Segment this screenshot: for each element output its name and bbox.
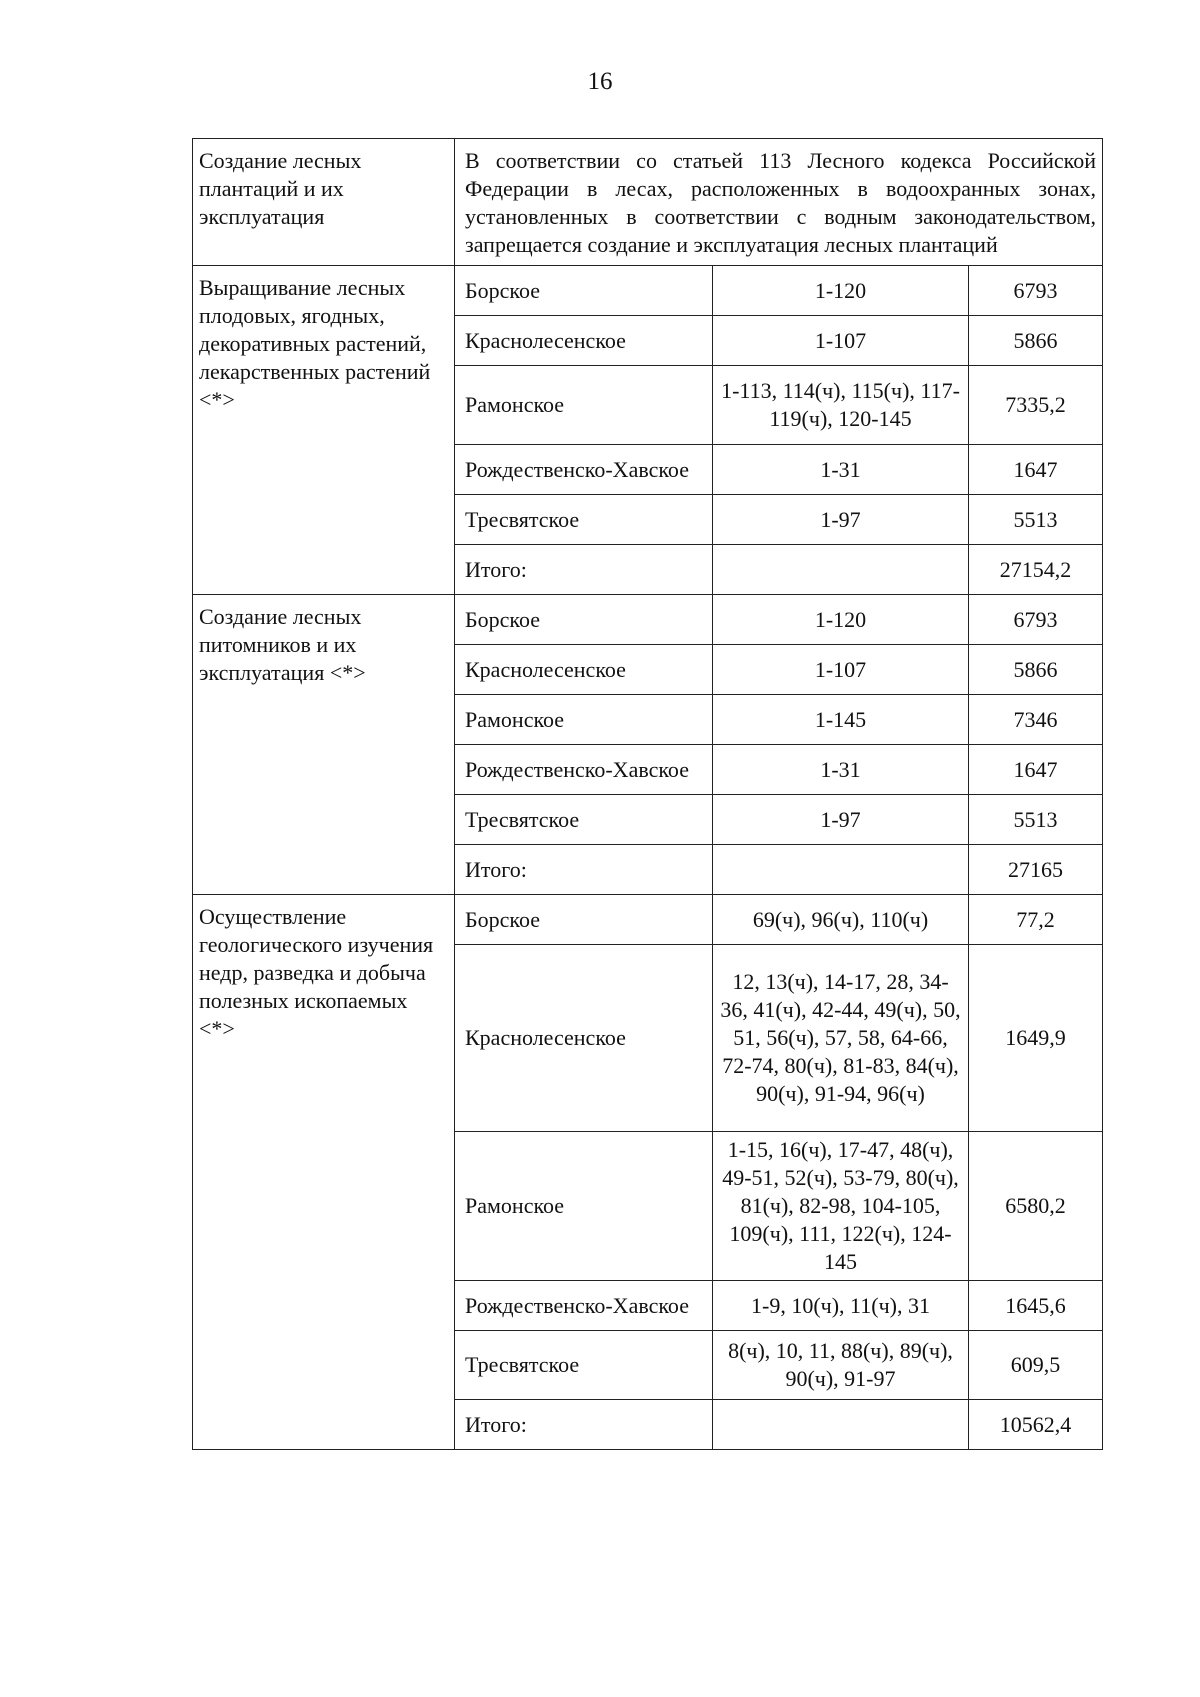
quarter-cell: 1-113, 114(ч), 115(ч), 117-119(ч), 120-145 xyxy=(713,366,969,445)
forestry-cell: Тресвятское xyxy=(455,795,713,845)
forestry-cell: Краснолесенское xyxy=(455,316,713,366)
forestry-cell: Борское xyxy=(455,266,713,316)
quarter-cell xyxy=(713,845,969,895)
area-cell: 7346 xyxy=(969,695,1103,745)
quarter-cell: 1-120 xyxy=(713,595,969,645)
quarter-cell: 12, 13(ч), 14-17, 28, 34-36, 41(ч), 42-44, 49(ч), 50, 51, 56(ч), 57, 58, 64-66, 72-74, 80(ч), 81-83, 84(ч), 90(ч), 91-94, 96(ч) xyxy=(713,945,969,1132)
total-label-cell: Итого: xyxy=(455,845,713,895)
activity-cell: Выращивание лесных плодовых, ягодных, декоративных растений, лекарственных растений <*> xyxy=(193,266,455,595)
table-row xyxy=(193,266,1103,316)
forestry-cell: Краснолесенское xyxy=(455,645,713,695)
total-area-cell: 27165 xyxy=(969,845,1103,895)
area-cell: 1647 xyxy=(969,445,1103,495)
area-cell: 1647 xyxy=(969,745,1103,795)
quarter-cell xyxy=(713,1400,969,1450)
table-row xyxy=(193,595,1103,645)
forest-use-table xyxy=(192,138,1103,1450)
area-cell: 6580,2 xyxy=(969,1132,1103,1281)
forestry-cell: Борское xyxy=(455,595,713,645)
quarter-cell: 69(ч), 96(ч), 110(ч) xyxy=(713,895,969,945)
quarter-cell: 1-31 xyxy=(713,445,969,495)
total-label-cell: Итого: xyxy=(455,545,713,595)
quarter-cell: 1-107 xyxy=(713,645,969,695)
forestry-cell: Рождественско-Хавское xyxy=(455,745,713,795)
forestry-cell: Тресвятское xyxy=(455,495,713,545)
area-cell: 1645,6 xyxy=(969,1281,1103,1331)
quarter-cell: 1-31 xyxy=(713,745,969,795)
quarter-cell: 1-97 xyxy=(713,495,969,545)
area-cell: 77,2 xyxy=(969,895,1103,945)
area-cell: 6793 xyxy=(969,266,1103,316)
forestry-cell: Рождественско-Хавское xyxy=(455,445,713,495)
area-cell: 5513 xyxy=(969,795,1103,845)
area-cell: 1649,9 xyxy=(969,945,1103,1132)
quarter-cell: 1-9, 10(ч), 11(ч), 31 xyxy=(713,1281,969,1331)
legal-note-cell: В соответствии со статьей 113 Лесного кодекса Российской Федерации в лесах, расположенных в водоохранных зонах, установленных в соответствии с водным законодательством, запрещается создание и эксплуатация лесных плантаций xyxy=(455,139,1103,266)
forestry-cell: Тресвятское xyxy=(455,1331,713,1400)
forestry-cell: Рамонское xyxy=(455,695,713,745)
forestry-cell: Рамонское xyxy=(455,366,713,445)
forestry-cell: Рамонское xyxy=(455,1132,713,1281)
forestry-cell: Борское xyxy=(455,895,713,945)
page-number: 16 xyxy=(587,68,613,95)
area-cell: 609,5 xyxy=(969,1331,1103,1400)
area-cell: 5866 xyxy=(969,316,1103,366)
table-row xyxy=(193,895,1103,945)
forestry-cell: Краснолесенское xyxy=(455,945,713,1132)
area-cell: 7335,2 xyxy=(969,366,1103,445)
area-cell: 5866 xyxy=(969,645,1103,695)
area-cell: 6793 xyxy=(969,595,1103,645)
quarter-cell: 1-120 xyxy=(713,266,969,316)
table-row xyxy=(193,139,1103,266)
quarter-cell: 1-107 xyxy=(713,316,969,366)
quarter-cell: 1-145 xyxy=(713,695,969,745)
quarter-cell: 1-97 xyxy=(713,795,969,845)
activity-cell: Осуществление геологического изучения недр, разведка и добыча полезных ископаемых <*> xyxy=(193,895,455,1450)
total-area-cell: 10562,4 xyxy=(969,1400,1103,1450)
activity-cell: Создание лесных плантаций и их эксплуатация xyxy=(193,139,455,266)
forestry-cell: Рождественско-Хавское xyxy=(455,1281,713,1331)
total-label-cell: Итого: xyxy=(455,1400,713,1450)
quarter-cell: 1-15, 16(ч), 17-47, 48(ч), 49-51, 52(ч), 53-79, 80(ч), 81(ч), 82-98, 104-105, 109(ч), 111, 122(ч), 124-145 xyxy=(713,1132,969,1281)
total-area-cell: 27154,2 xyxy=(969,545,1103,595)
area-cell: 5513 xyxy=(969,495,1103,545)
activity-cell: Создание лесных питомников и их эксплуатация <*> xyxy=(193,595,455,895)
quarter-cell xyxy=(713,545,969,595)
quarter-cell: 8(ч), 10, 11, 88(ч), 89(ч), 90(ч), 91-97 xyxy=(713,1331,969,1400)
